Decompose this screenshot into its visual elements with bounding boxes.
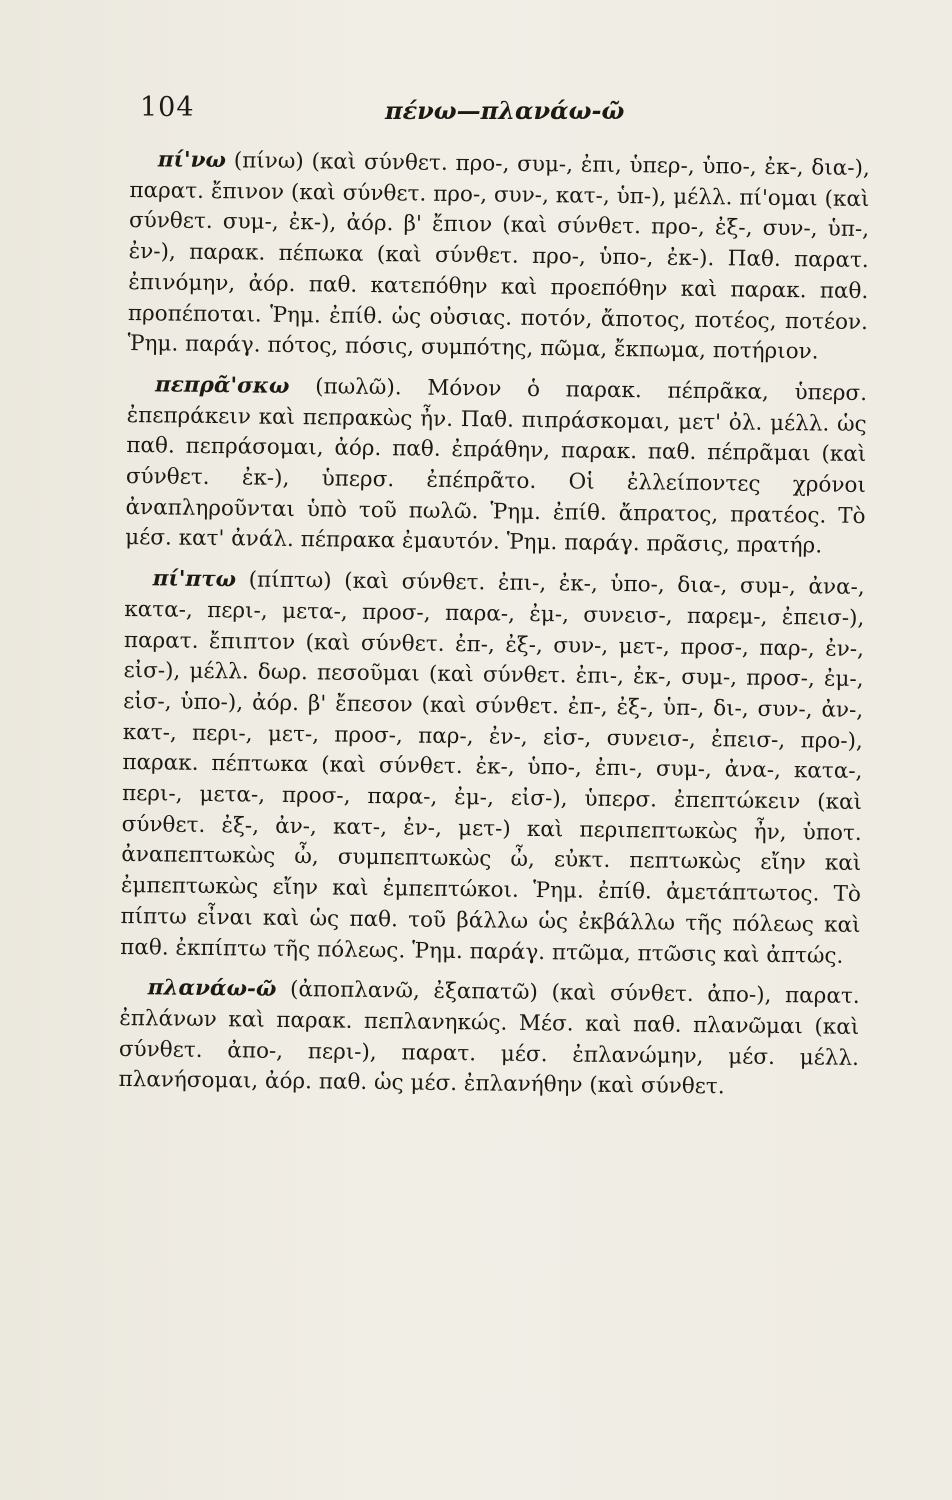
- entry-lemma: πλανάω-ῶ: [147, 975, 277, 1003]
- running-head: πένω—πλανάω-ῶ: [385, 96, 625, 125]
- entry-lemma: πί'πτω: [152, 566, 237, 593]
- entry-body: (πίνω) (καὶ σύνθετ. προ-, συμ-, ἐπι, ὑπερ-, ὑπο-, ἐκ-, δια-), παρατ. ἔπινον (καὶ σύνθετ. προ-, συν-, κατ-, ὑπ-), μέλλ. πί'ομαι (καὶ σύνθετ. συμ-, ἐκ-), ἀόρ. β' ἔπιον (καὶ σύνθετ. προ-, ἐξ-, συν-, ὑπ-, ἐν-), παρακ. πέπωκα (καὶ σύνθετ. προ-, ὑπο-, ἐκ-). Παθ. παρατ. ἐπινόμην, ἀόρ. παθ. κατεπόθην καὶ προεπόθην καὶ παρακ. παθ. προπέποται. Ῥημ. ἐπίθ. ὡς οὐσιας. ποτόν, ἄποτος, ποτέος, ποτέον. Ῥημ. παράγ. πότος, πόσις, συμπότης, πῶμα, ἔκπωμα, ποτήριον.: [127, 148, 870, 365]
- dictionary-entry: [118, 973, 859, 1105]
- page-number: 104: [140, 92, 195, 123]
- entry-body: (πίπτω) (καὶ σύνθετ. ἐπι-, ἐκ-, ὑπο-, δια-, συμ-, ἀνα-, κατα-, περι-, μετα-, προσ-, παρα-, ἐμ-, συνεισ-, παρεμ-, ἐπεισ-), παρατ. ἔπιπτον (καὶ σύνθετ. ἐπ-, ἐξ-, συν-, μετ-, προσ-, παρ-, ἐν-, εἰσ-), μέλλ. δωρ. πεσοῦμαι (καὶ σύνθετ. ἐπι-, ἐκ-, συμ-, προσ-, ἐμ-, εἰσ-, ὑπο-), ἀόρ. β' ἔπεσον (καὶ σύνθετ. ἐπ-, ἐξ-, ὑπ-, δι-, συν-, ἀν-, κατ-, περι-, μετ-, προσ-, παρ-, ἐν-, εἰσ-, συνεισ-, ἐπεισ-, προ-), παρακ. πέπτωκα (καὶ σύνθετ. ἐκ-, ὑπο-, ἐπι-, συμ-, ἀνα-, κατα-, περι-, μετα-, προσ-, παρα-, ἐμ-, εἰσ-), ὑπερσ. ἐπεπτώκειν (καὶ σύνθετ. ἐξ-, ἀν-, κατ-, ἐν-, μετ-) καὶ περιπεπτωκὼς ἦν, ὑποτ. ἀναπεπτωκὼς ὦ, συμπεπτωκὼς ὦ, εὐκτ. πεπτωκὼς εἴην καὶ ἐμπεπτωκὼς εἴην καὶ ἐμπεπτώκοι. Ῥημ. ἐπίθ. ἀμετάπτωτος. Τὸ πίπτω εἶναι καὶ ὡς παθ. τοῦ βάλλω ὡς ἐκβάλλω τῆς πόλεως καὶ παθ. ἐκπίπτω τῆς πόλεως. Ῥημ. παράγ. πτῶμα, πτῶσις καὶ ἀπτώς.: [120, 567, 865, 969]
- entry-body: (πωλῶ). Μόνον ὁ παρακ. πέπρᾶκα, ὑπερσ. ἐπεπράκειν καὶ πεπρακὼς ἦν. Παθ. πιπράσκομαι, μετ' ὀλ. μέλλ. ὡς παθ. πεπράσομαι, ἀόρ. παθ. ἐπράθην, παρακ. παθ. πέπρᾶμαι (καὶ σύνθετ. ἐκ-), ὑπερσ. ἐπέπρᾶτο. Οἱ ἐλλείποντες χρόνοι ἀναπληροῦνται ὑπὸ τοῦ πωλῶ. Ῥημ. ἐπίθ. ἄπρατος, πρατέος. Τὸ μέσ. κατ' ἀνάλ. πέπρακα ἐμαυτόν. Ῥημ. παράγ. πρᾶσις, πρατήρ.: [125, 374, 868, 559]
- dictionary-entry: [120, 564, 865, 972]
- dictionary-entry: [127, 145, 870, 369]
- page-header: [140, 92, 860, 132]
- entry-lemma: πί'νω: [157, 147, 227, 174]
- dictionary-text: [118, 145, 870, 1115]
- entry-body: (ἀποπλανῶ, ἐξαπατῶ) (καὶ σύνθετ. ἀπο-), παρατ. ἐπλάνων καὶ παρακ. πεπλανηκώς. Μέσ. καὶ παθ. πλανῶμαι (καὶ σύνθετ. ἀπο-, περι-), παρατ. μέσ. ἐπλανώμην, μέσ. μέλλ. πλανήσομαι, ἀόρ. παθ. ὡς μέσ. ἐπλανήθην (καὶ σύνθετ.: [118, 977, 860, 1100]
- entry-lemma: πεπρᾶ'σκω: [154, 372, 290, 399]
- dictionary-entry: [125, 370, 867, 563]
